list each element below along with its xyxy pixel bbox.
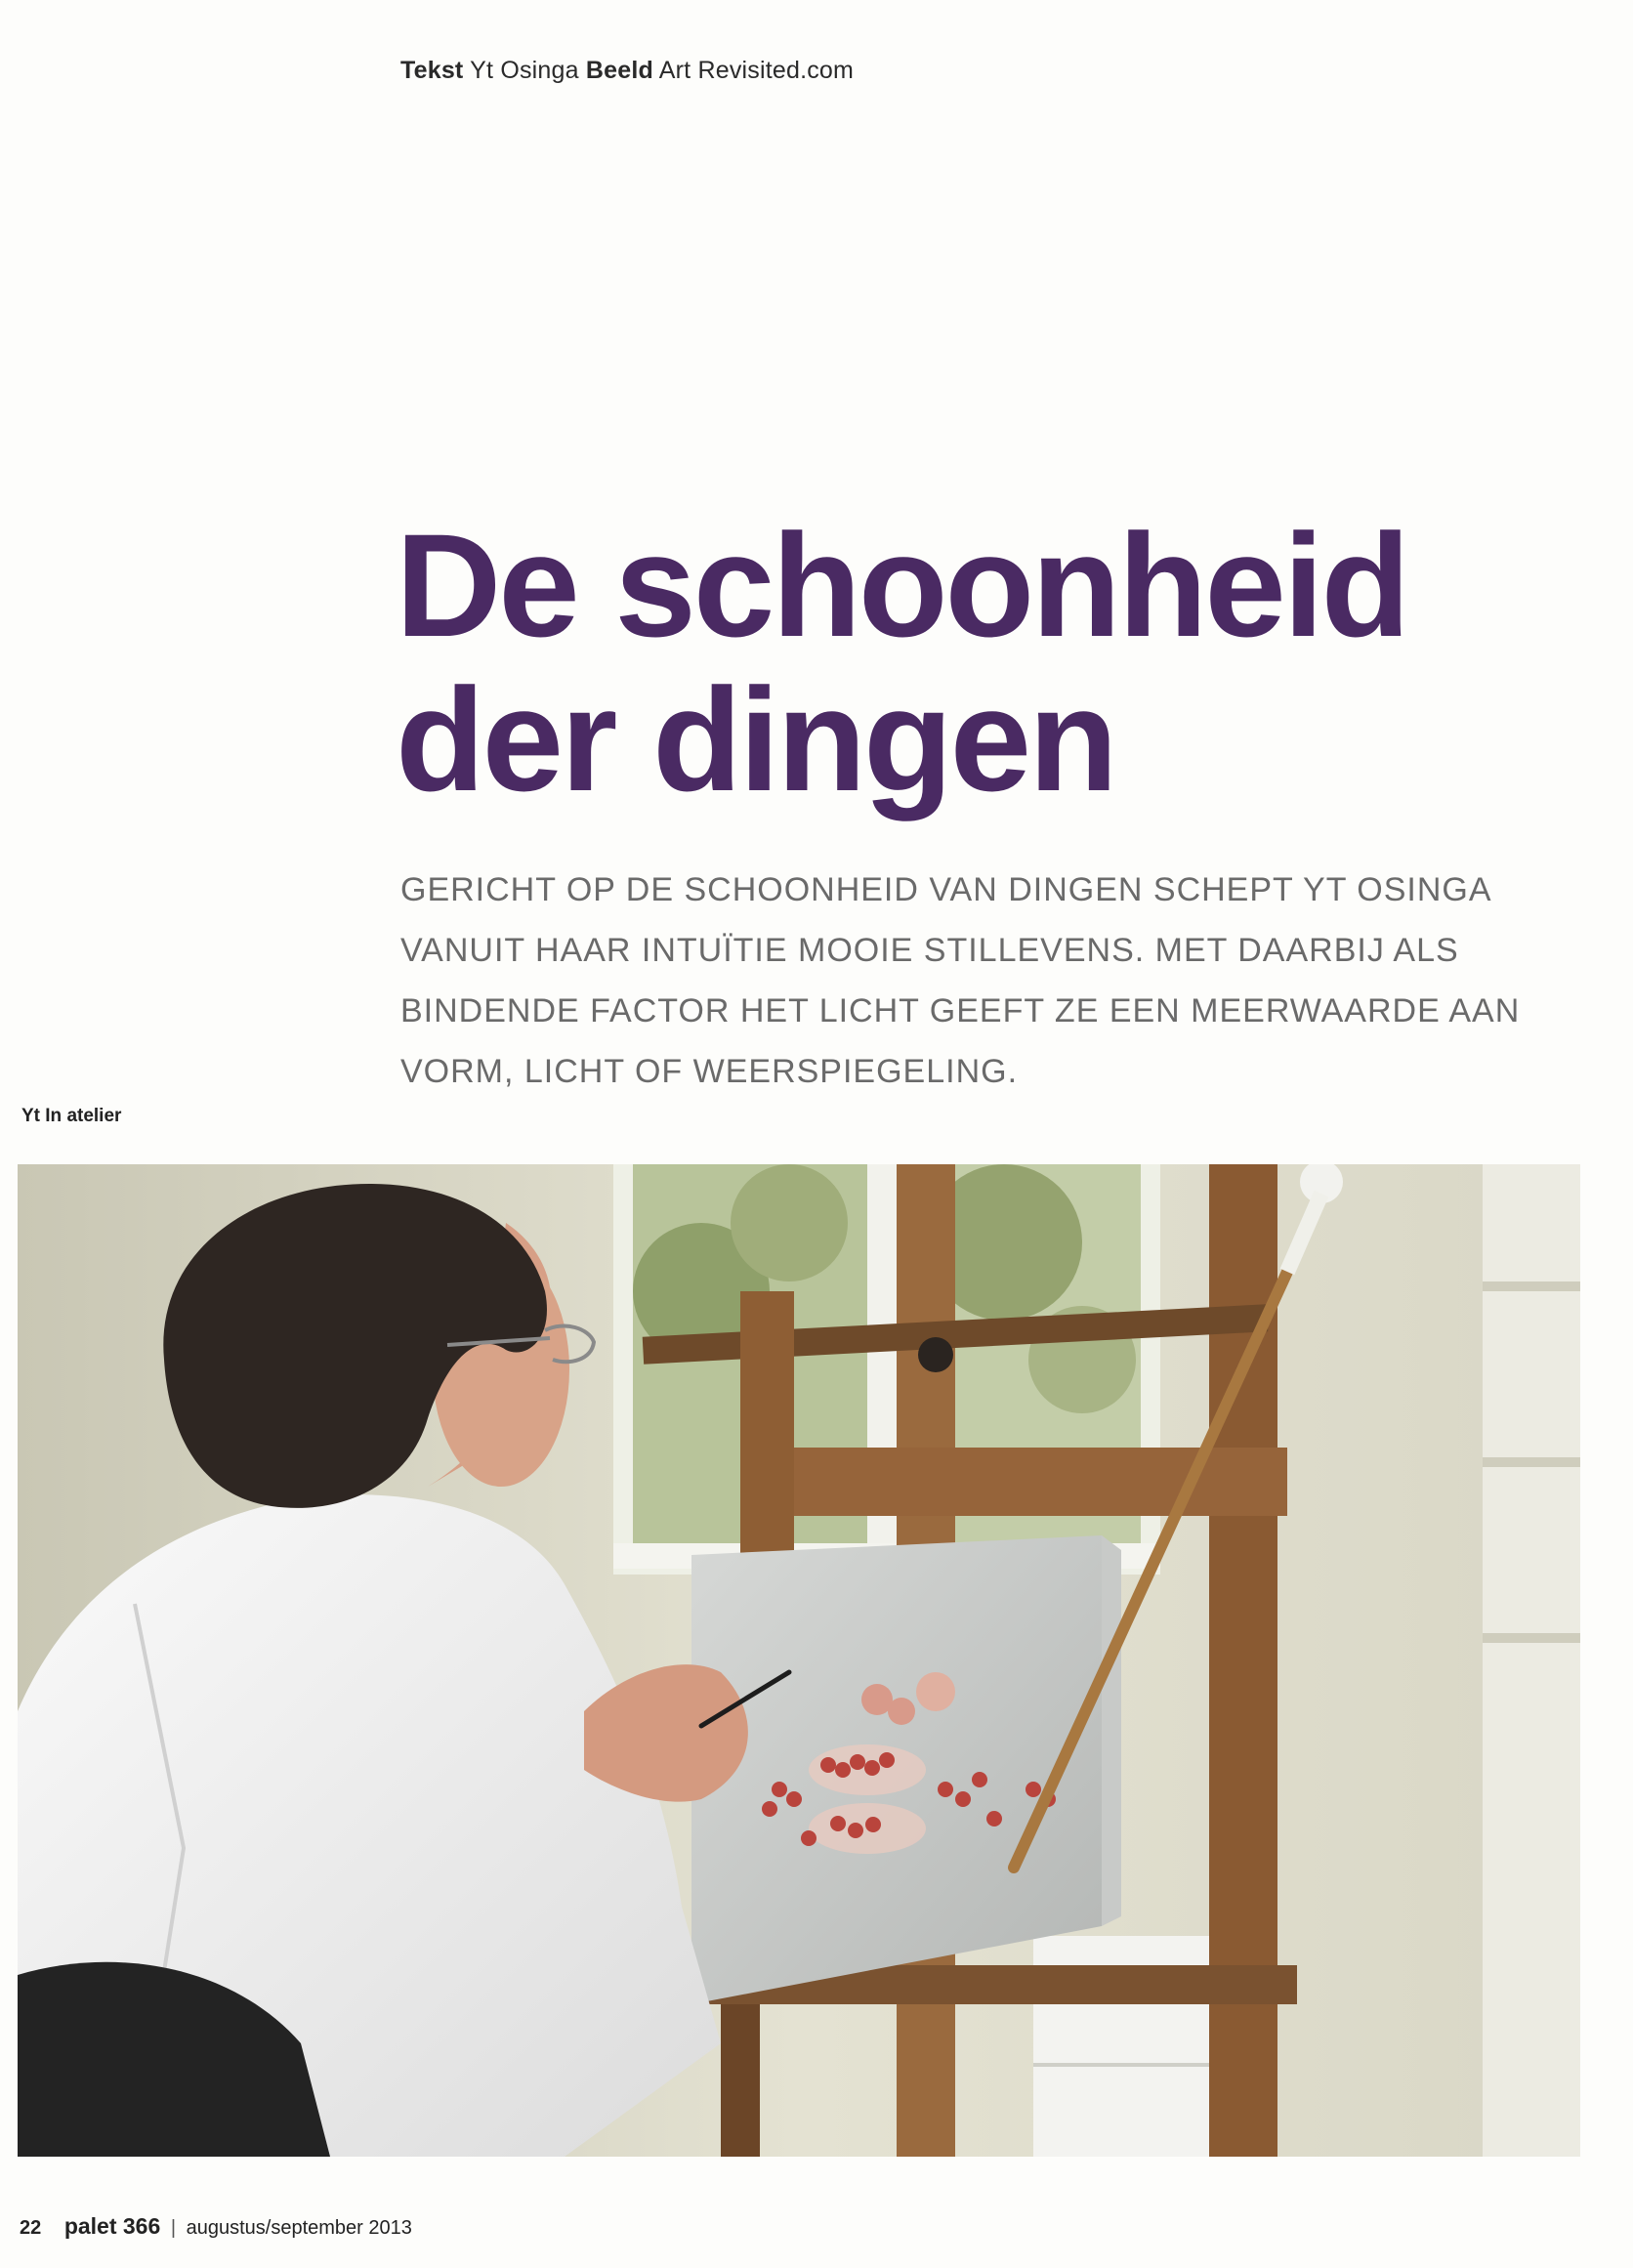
article-intro — [400, 860, 1553, 1102]
article-title — [396, 503, 1408, 821]
painter-at-easel-illustration — [18, 1164, 1580, 2157]
atelier-photo — [18, 1164, 1580, 2157]
page-number: 22 — [20, 2217, 42, 2239]
title-line-1: De schoonheid — [396, 503, 1408, 667]
credits-author: Yt Osinga — [470, 57, 579, 84]
page-footer — [20, 2213, 412, 2240]
credits-image-source: Art Revisited.com — [658, 57, 855, 84]
photo-caption: Yt In atelier — [21, 1106, 122, 1126]
credits-text-label: Tekst — [400, 57, 464, 84]
intro-line-4: VORM, LICHT OF WEERSPIEGELING. — [400, 1053, 1019, 1090]
credits-line — [400, 57, 854, 85]
credits-image-label: Beeld — [585, 57, 653, 84]
intro-line-1: GERICHT OP DE SCHOONHEID VAN DINGEN SCHEPT YT OSINGA — [400, 871, 1492, 908]
footer-separator: | — [170, 2217, 177, 2239]
magazine-name: palet 366 — [63, 2213, 161, 2239]
intro-line-3: BINDENDE FACTOR HET LICHT GEEFT ZE EEN MEERWAARDE AAN — [400, 992, 1521, 1029]
title-line-2: der dingen — [396, 657, 1115, 821]
intro-line-2: VANUIT HAAR INTUÏTIE MOOIE STILLEVENS. MET DAARBIJ ALS — [400, 932, 1459, 969]
issue-date: augustus/september 2013 — [186, 2217, 412, 2239]
